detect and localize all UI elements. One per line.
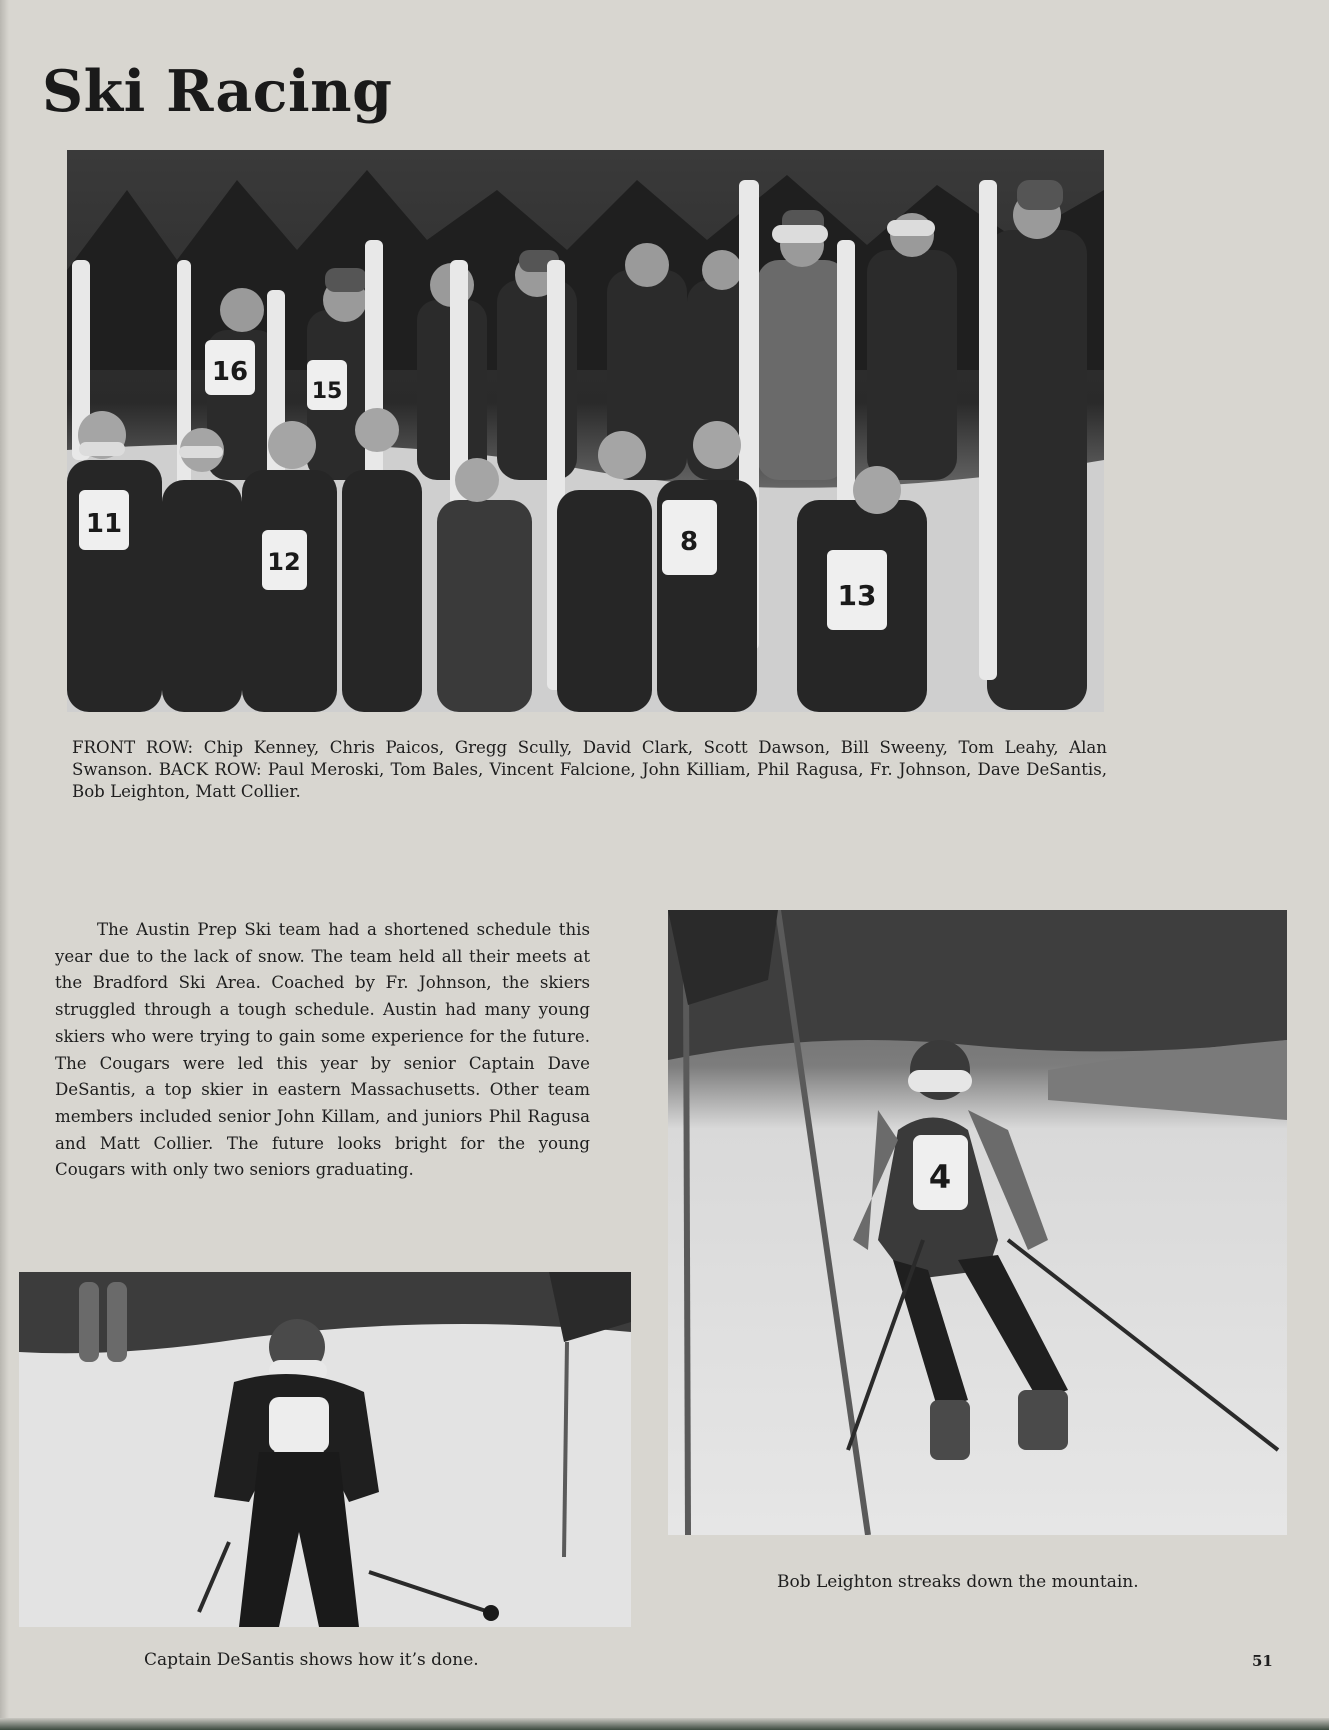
team-group-photo-art: [67, 150, 1104, 712]
bib-12: 12: [267, 548, 301, 576]
racer-photo-caption: Bob Leighton streaks down the mountain.: [777, 1572, 1139, 1592]
team-photo-caption: FRONT ROW: Chip Kenney, Chris Paicos, Gregg Scully, David Clark, Scott Dawson, Bill Sweeny, Tom Leahy, Alan Swanson. BACK ROW: Paul Meroski, Tom Bales, Vincent Falcione, John Killiam, Phil Ragusa, Fr. Johnson, Dave DeSantis, Bob Leighton, Matt Collier.: [72, 738, 1107, 801]
racer-photo-art: [668, 910, 1287, 1535]
captain-photo-caption: Captain DeSantis shows how it’s done.: [144, 1650, 479, 1670]
racer-photo: [668, 910, 1287, 1535]
racer-bib: 4: [928, 1158, 952, 1196]
bib-16: 16: [211, 357, 249, 387]
page-number: 51: [1252, 1652, 1273, 1670]
page-spine-shadow: [0, 0, 9, 1730]
team-story-paragraph: The Austin Prep Ski team had a shortened schedule this year due to the lack of snow. The team held all their meets at the Bradford Ski Area. Coached by Fr. Johnson, the skiers struggled through a tough schedule. Austin had many young skiers who were trying to gain some experience for the future. The Cougars were led this year by senior Captain Dave DeSantis, a top skier in eastern Massachusetts. Other team members included senior John Killam, and juniors Phil Ragusa and Matt Collier. The future looks bright for the young Cougars with only two seniors graduating.: [55, 920, 590, 1180]
bib-8: 8: [679, 527, 699, 557]
page-title: Ski Racing: [42, 58, 393, 125]
captain-photo: [19, 1272, 631, 1627]
page-bottom-edge: [0, 1718, 1329, 1730]
bib-11: 11: [85, 509, 123, 539]
bib-13: 13: [837, 579, 877, 612]
captain-photo-art: [19, 1272, 631, 1627]
team-group-photo: [67, 150, 1104, 712]
bib-15: 15: [311, 379, 343, 404]
